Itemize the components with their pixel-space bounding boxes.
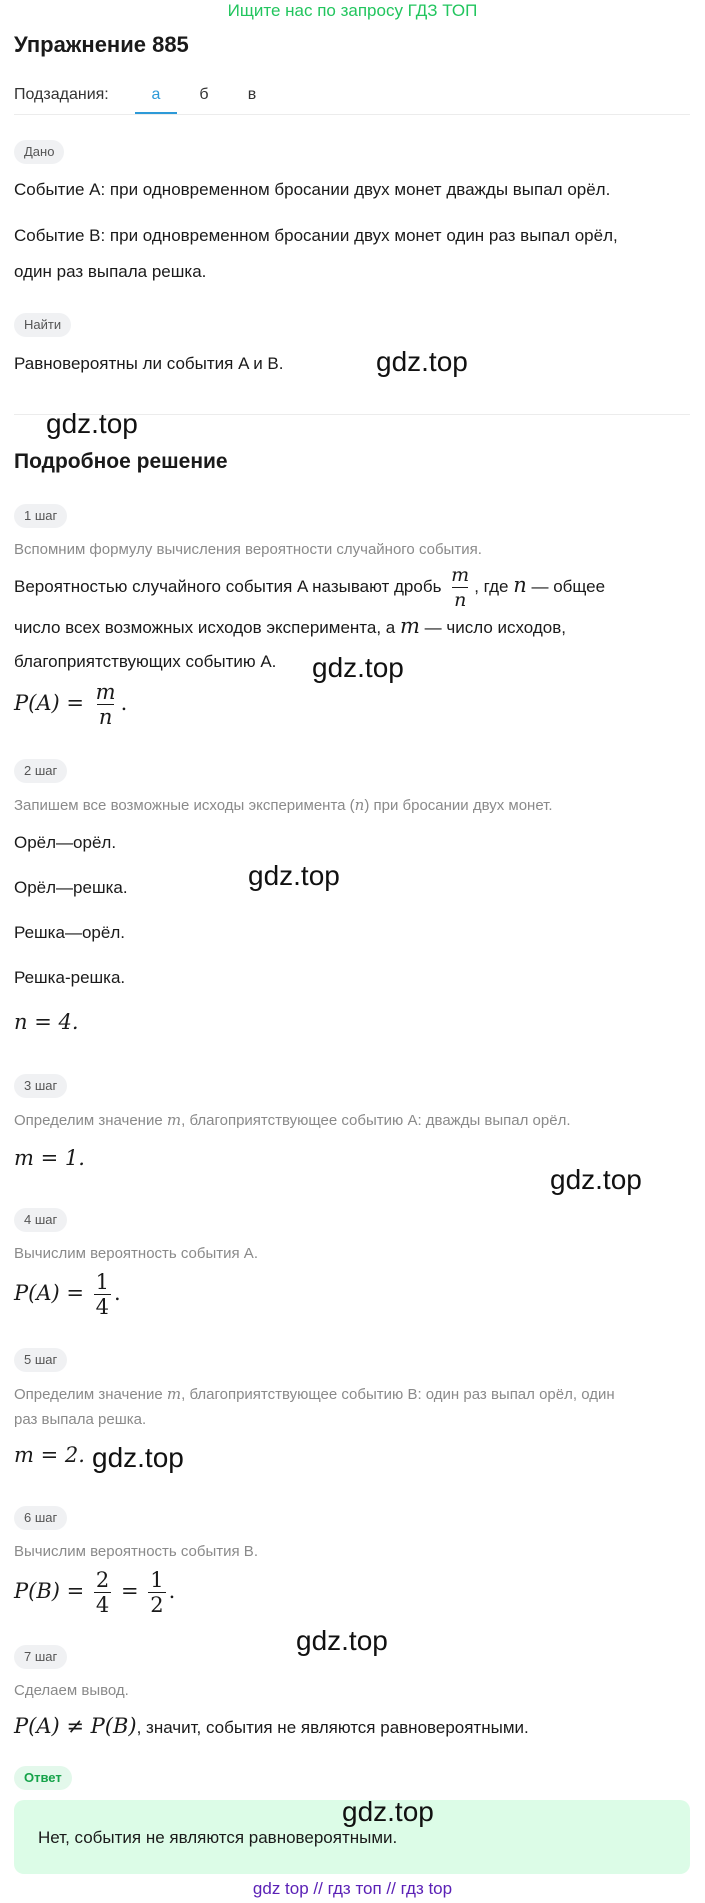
step-badge: 2 шаг [14,759,67,783]
given-badge: Дано [14,140,64,164]
watermark: gdz.top [248,860,340,891]
m-result: m = 2. [14,1443,85,1467]
outcome-item: Решка-решка. [14,968,126,987]
step-hint: Вычислим вероятность события B. [14,1543,258,1560]
watermark: gdz.top [46,408,138,439]
n-result: n = 4. [14,1010,79,1034]
find-text: Равновероятны ли события A и B. [14,354,284,373]
page-title: Упражнение 885 [14,32,189,57]
solution-title: Подробное решение [14,450,228,473]
answer-badge: Ответ [14,1766,72,1790]
outcome-item: Решка—орёл. [14,923,125,942]
watermark: gdz.top [342,1796,434,1827]
step-hint: Запишем все возможные исходы эксперимента (n) при бросании двух монет. [14,796,553,814]
step-hint: Вспомним формулу вычисления вероятности случайного события. [14,541,482,558]
answer-text: Нет, события не являются равновероятными. [38,1828,398,1847]
step-badge: 7 шаг [14,1645,67,1669]
watermark: gdz.top [312,652,404,683]
tabs-divider [14,114,690,115]
outcome-item: Орёл—решка. [14,878,128,897]
top-banner[interactable]: Ищите нас по запросу ГДЗ ТОП [227,1,478,20]
step-hint: раз выпала решка. [14,1411,147,1428]
watermark: gdz.top [296,1625,388,1656]
step1-line3: благоприятствующих событию A. [14,652,277,671]
given-event-b-line2: один раз выпала решка. [14,262,207,281]
step-badge: 1 шаг [14,504,67,528]
subtasks-label: Подзадания: [14,86,109,103]
watermark: gdz.top [376,346,468,377]
step-badge: 5 шаг [14,1348,67,1372]
tab-a[interactable]: а [151,86,161,103]
watermark: gdz.top [550,1164,642,1195]
step1-line1: Вероятностью случайного события A называют дробь $\frac{m}{n}$ , где n — общее [14,564,606,612]
step-badge: 6 шаг [14,1506,67,1530]
step-hint: Вычислим вероятность события A. [14,1245,258,1262]
tab-v[interactable]: в [247,86,257,103]
probability-a-formula: P(A) = $\frac{1}{4}$ . [14,1270,121,1319]
fraction-m-over-n: $\frac{m}{n}$ [451,564,470,612]
step-hint: Сделаем вывод. [14,1682,129,1699]
step1-line2: число всех возможных исходов эксперимента, а m — число исходов, [14,614,567,638]
step-hint: Определим значение m, благоприятствующее событию A: дважды выпал орёл. [14,1111,571,1129]
step-hint: Определим значение m, благоприятствующее событию B: один раз выпал орёл, один [14,1385,615,1403]
find-badge: Найти [14,313,71,337]
active-tab-indicator [135,112,177,114]
outcome-item: Орёл—орёл. [14,833,117,852]
watermark: gdz.top [92,1442,184,1473]
tab-b[interactable]: б [199,86,209,103]
m-result: m = 1. [14,1146,85,1170]
given-event-b-line1: Событие B: при одновременном бросании двух монет один раз выпал орёл, [14,226,618,245]
given-event-a: Событие A: при одновременном бросании двух монет дважды выпал орёл. [14,180,611,199]
step-badge: 3 шаг [14,1074,67,1098]
conclusion: P(A) ≠ P(B), значит, события не являются равновероятными. [14,1714,529,1738]
footer-links[interactable]: gdz top // гдз топ // гдз top [252,1879,453,1898]
probability-b-formula: P(B) = $\frac{2}{4}$ = $\frac{1}{2}$ . [14,1568,176,1617]
probability-formula: P(A) = $\frac{m}{n}$ . [14,680,128,729]
step-badge: 4 шаг [14,1208,67,1232]
